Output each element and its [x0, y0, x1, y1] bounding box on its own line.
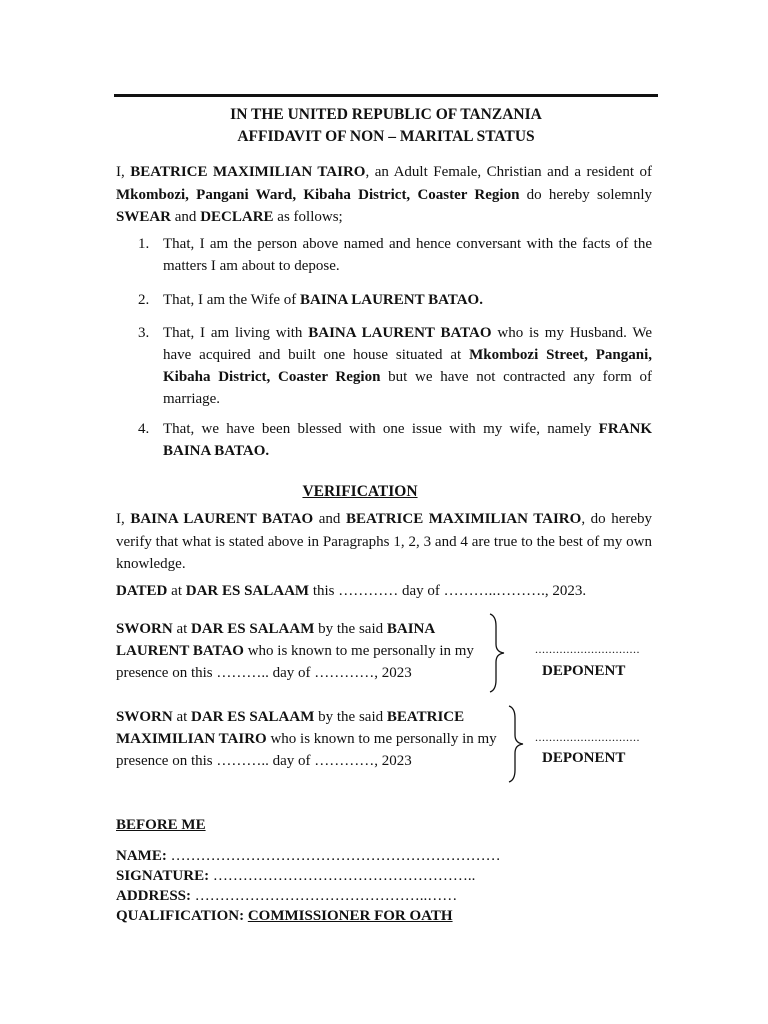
name-line: NAME: ………………………………………………………… [116, 848, 501, 864]
residence: Mkombozi, Pangani Ward, Kibaha District, Coaster Region [116, 186, 520, 203]
signature-line: .............................. [535, 642, 640, 656]
signature-line-commissioner: SIGNATURE: …………………………………………….. [116, 868, 476, 884]
header-rule [114, 94, 658, 97]
country-heading: IN THE UNITED REPUBLIC OF TANZANIA [230, 106, 542, 123]
qualification-line: QUALIFICATION: COMMISSIONER FOR OATH [116, 908, 453, 924]
brace-icon [486, 612, 508, 694]
address-line: ADDRESS: ………………………………………..…… [116, 888, 458, 904]
before-me-heading: BEFORE ME [116, 817, 206, 833]
brace-icon [505, 704, 527, 784]
verification-paragraph: I, BAINA LAURENT BATAO and BEATRICE MAXIMILIAN TAIRO, do hereby verify that what is stated above in Paragraphs 1, 2, 3 and 4 are true to the best of my own knowledge. [116, 511, 653, 572]
dated-line: DATED at DAR ES SALAAM this ………… day of ………..………., 2023. [116, 583, 587, 599]
deponent-name: BEATRICE MAXIMILIAN TAIRO [130, 164, 366, 180]
signature-line: .............................. [535, 730, 640, 744]
deponent-label: DEPONENT [542, 663, 626, 679]
affidavit-title: AFFIDAVIT OF NON – MARITAL STATUS [237, 128, 535, 145]
sworn-clause-2: SWORN at DAR ES SALAAM by the said BEATRICE MAXIMILIAN TAIRO who is known to me personally in my presence on this ……….. day of …………, 2023 [116, 709, 497, 769]
intro-paragraph: I, BEATRICE MAXIMILIAN TAIRO, an Adult Female, Christian and a resident of Mkombozi, Pangani Ward, Kibaha District, Coaster Region do hereby solemnly SWEAR and DECLARE as follows; [116, 164, 653, 225]
deponent-label: DEPONENT [542, 750, 626, 766]
sworn-clause-1: SWORN at DAR ES SALAAM by the said BAINA LAURENT BATAO who is known to me personally in my presence on this ……….. day of …………, 2023 [116, 621, 474, 681]
verification-heading: VERIFICATION [302, 483, 418, 500]
